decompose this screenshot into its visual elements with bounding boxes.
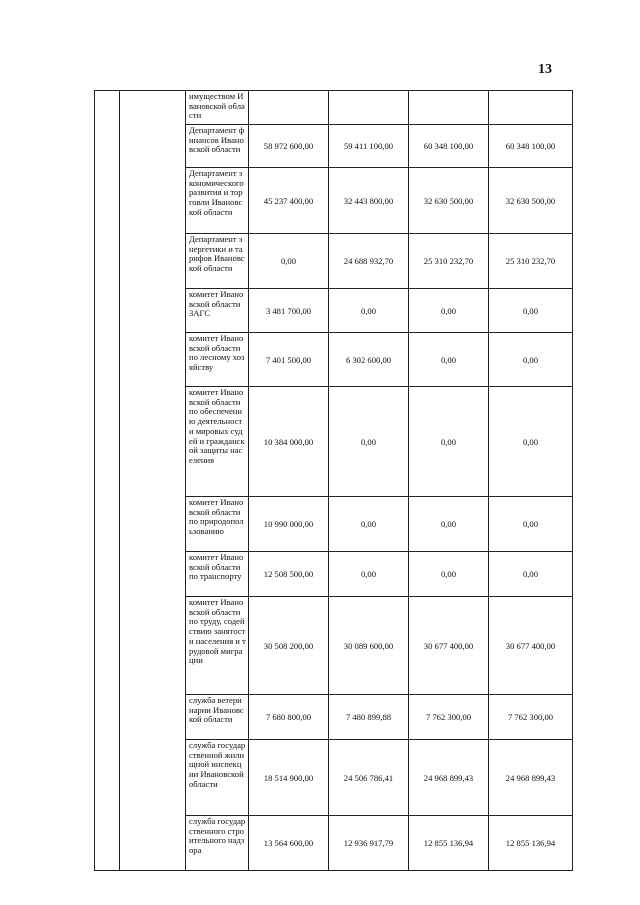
amount-cell: 0,00: [489, 497, 573, 552]
amount-cell: 0,00: [489, 387, 573, 497]
amount-cell: 30 089 600,00: [329, 597, 409, 695]
department-cell: комитет Ивановской области по транспорту: [186, 552, 249, 597]
amount-cell: 60 348 100,00: [409, 125, 489, 168]
department-cell: комитет Ивановской области по труду, содействию занятости населения и трудовой миграции: [186, 597, 249, 695]
amount-cell: 24 968 899,43: [489, 740, 573, 816]
amount-cell: 10 384 000,00: [249, 387, 329, 497]
page-number: 13: [538, 62, 552, 77]
amount-cell: 24 968 899,43: [409, 740, 489, 816]
amount-cell: 7 680 800,00: [249, 695, 329, 740]
amount-cell: 7 762 300,00: [409, 695, 489, 740]
amount-cell: 60 348 100,00: [489, 125, 573, 168]
amount-cell: 59 411 100,00: [329, 125, 409, 168]
amount-cell: 0,00: [409, 333, 489, 387]
department-cell: комитет Ивановской области ЗАГС: [186, 289, 249, 333]
amount-cell: 0,00: [489, 552, 573, 597]
budget-table-body: [95, 91, 573, 871]
department-cell: Департамент экономического развития и торговли Ивановской области: [186, 168, 249, 234]
amount-cell: 30 508 200,00: [249, 597, 329, 695]
department-cell: комитет Ивановской области по природопользованию: [186, 497, 249, 552]
amount-cell: 6 302 600,00: [329, 333, 409, 387]
amount-cell: 30 677 400,00: [409, 597, 489, 695]
amount-cell: 0,00: [329, 289, 409, 333]
amount-cell: 0,00: [409, 497, 489, 552]
department-cell: Департамент энергетики и тарифов Ивановской области: [186, 234, 249, 289]
department-cell: комитет Ивановской области по лесному хозяйству: [186, 333, 249, 387]
amount-cell: 0,00: [409, 289, 489, 333]
amount-cell: 12 855 136,94: [489, 816, 573, 871]
amount-cell: 7 762 300,00: [489, 695, 573, 740]
department-cell: комитет Ивановской области по обеспечению деятельности мировых судей и гражданской защиты населения: [186, 387, 249, 497]
amount-cell: 25 310 232,70: [409, 234, 489, 289]
amount-cell: 30 677 400,00: [489, 597, 573, 695]
amount-cell: 0,00: [329, 387, 409, 497]
department-cell: служба ветеринарии Ивановской области: [186, 695, 249, 740]
amount-cell: 25 310 232,70: [489, 234, 573, 289]
amount-cell: 0,00: [409, 387, 489, 497]
amount-cell: 32 630 500,00: [409, 168, 489, 234]
amount-cell: 10 990 000,00: [249, 497, 329, 552]
amount-cell: 0,00: [489, 333, 573, 387]
row-number-cell: [95, 91, 120, 871]
department-cell: Департамент финансов Ивановской области: [186, 125, 249, 168]
amount-cell: 13 564 600,00: [249, 816, 329, 871]
budget-table: [94, 90, 573, 871]
department-cell: имуществом Ивановской области: [186, 91, 249, 125]
program-name-cell: [120, 91, 186, 871]
amount-cell: [249, 91, 329, 125]
department-cell: служба государственной жилищной инспекции Ивановской области: [186, 740, 249, 816]
amount-cell: 0,00: [489, 289, 573, 333]
amount-cell: 0,00: [409, 552, 489, 597]
amount-cell: 32 443 800,00: [329, 168, 409, 234]
department-cell: служба государственного строительного надзора: [186, 816, 249, 871]
amount-cell: 12 855 136,94: [409, 816, 489, 871]
amount-cell: 32 630 500,00: [489, 168, 573, 234]
amount-cell: 58 972 600,00: [249, 125, 329, 168]
amount-cell: 0,00: [329, 552, 409, 597]
amount-cell: 7 480 899,88: [329, 695, 409, 740]
amount-cell: 0,00: [329, 497, 409, 552]
amount-cell: 24 688 932,70: [329, 234, 409, 289]
amount-cell: 0,00: [249, 234, 329, 289]
amount-cell: [489, 91, 573, 125]
amount-cell: [329, 91, 409, 125]
amount-cell: 18 514 900,00: [249, 740, 329, 816]
amount-cell: [409, 91, 489, 125]
amount-cell: 7 401 500,00: [249, 333, 329, 387]
amount-cell: 24 506 786,41: [329, 740, 409, 816]
amount-cell: 12 508 500,00: [249, 552, 329, 597]
amount-cell: 3 481 700,00: [249, 289, 329, 333]
amount-cell: 12 936 917,79: [329, 816, 409, 871]
table-row: [95, 91, 573, 125]
amount-cell: 45 237 400,00: [249, 168, 329, 234]
